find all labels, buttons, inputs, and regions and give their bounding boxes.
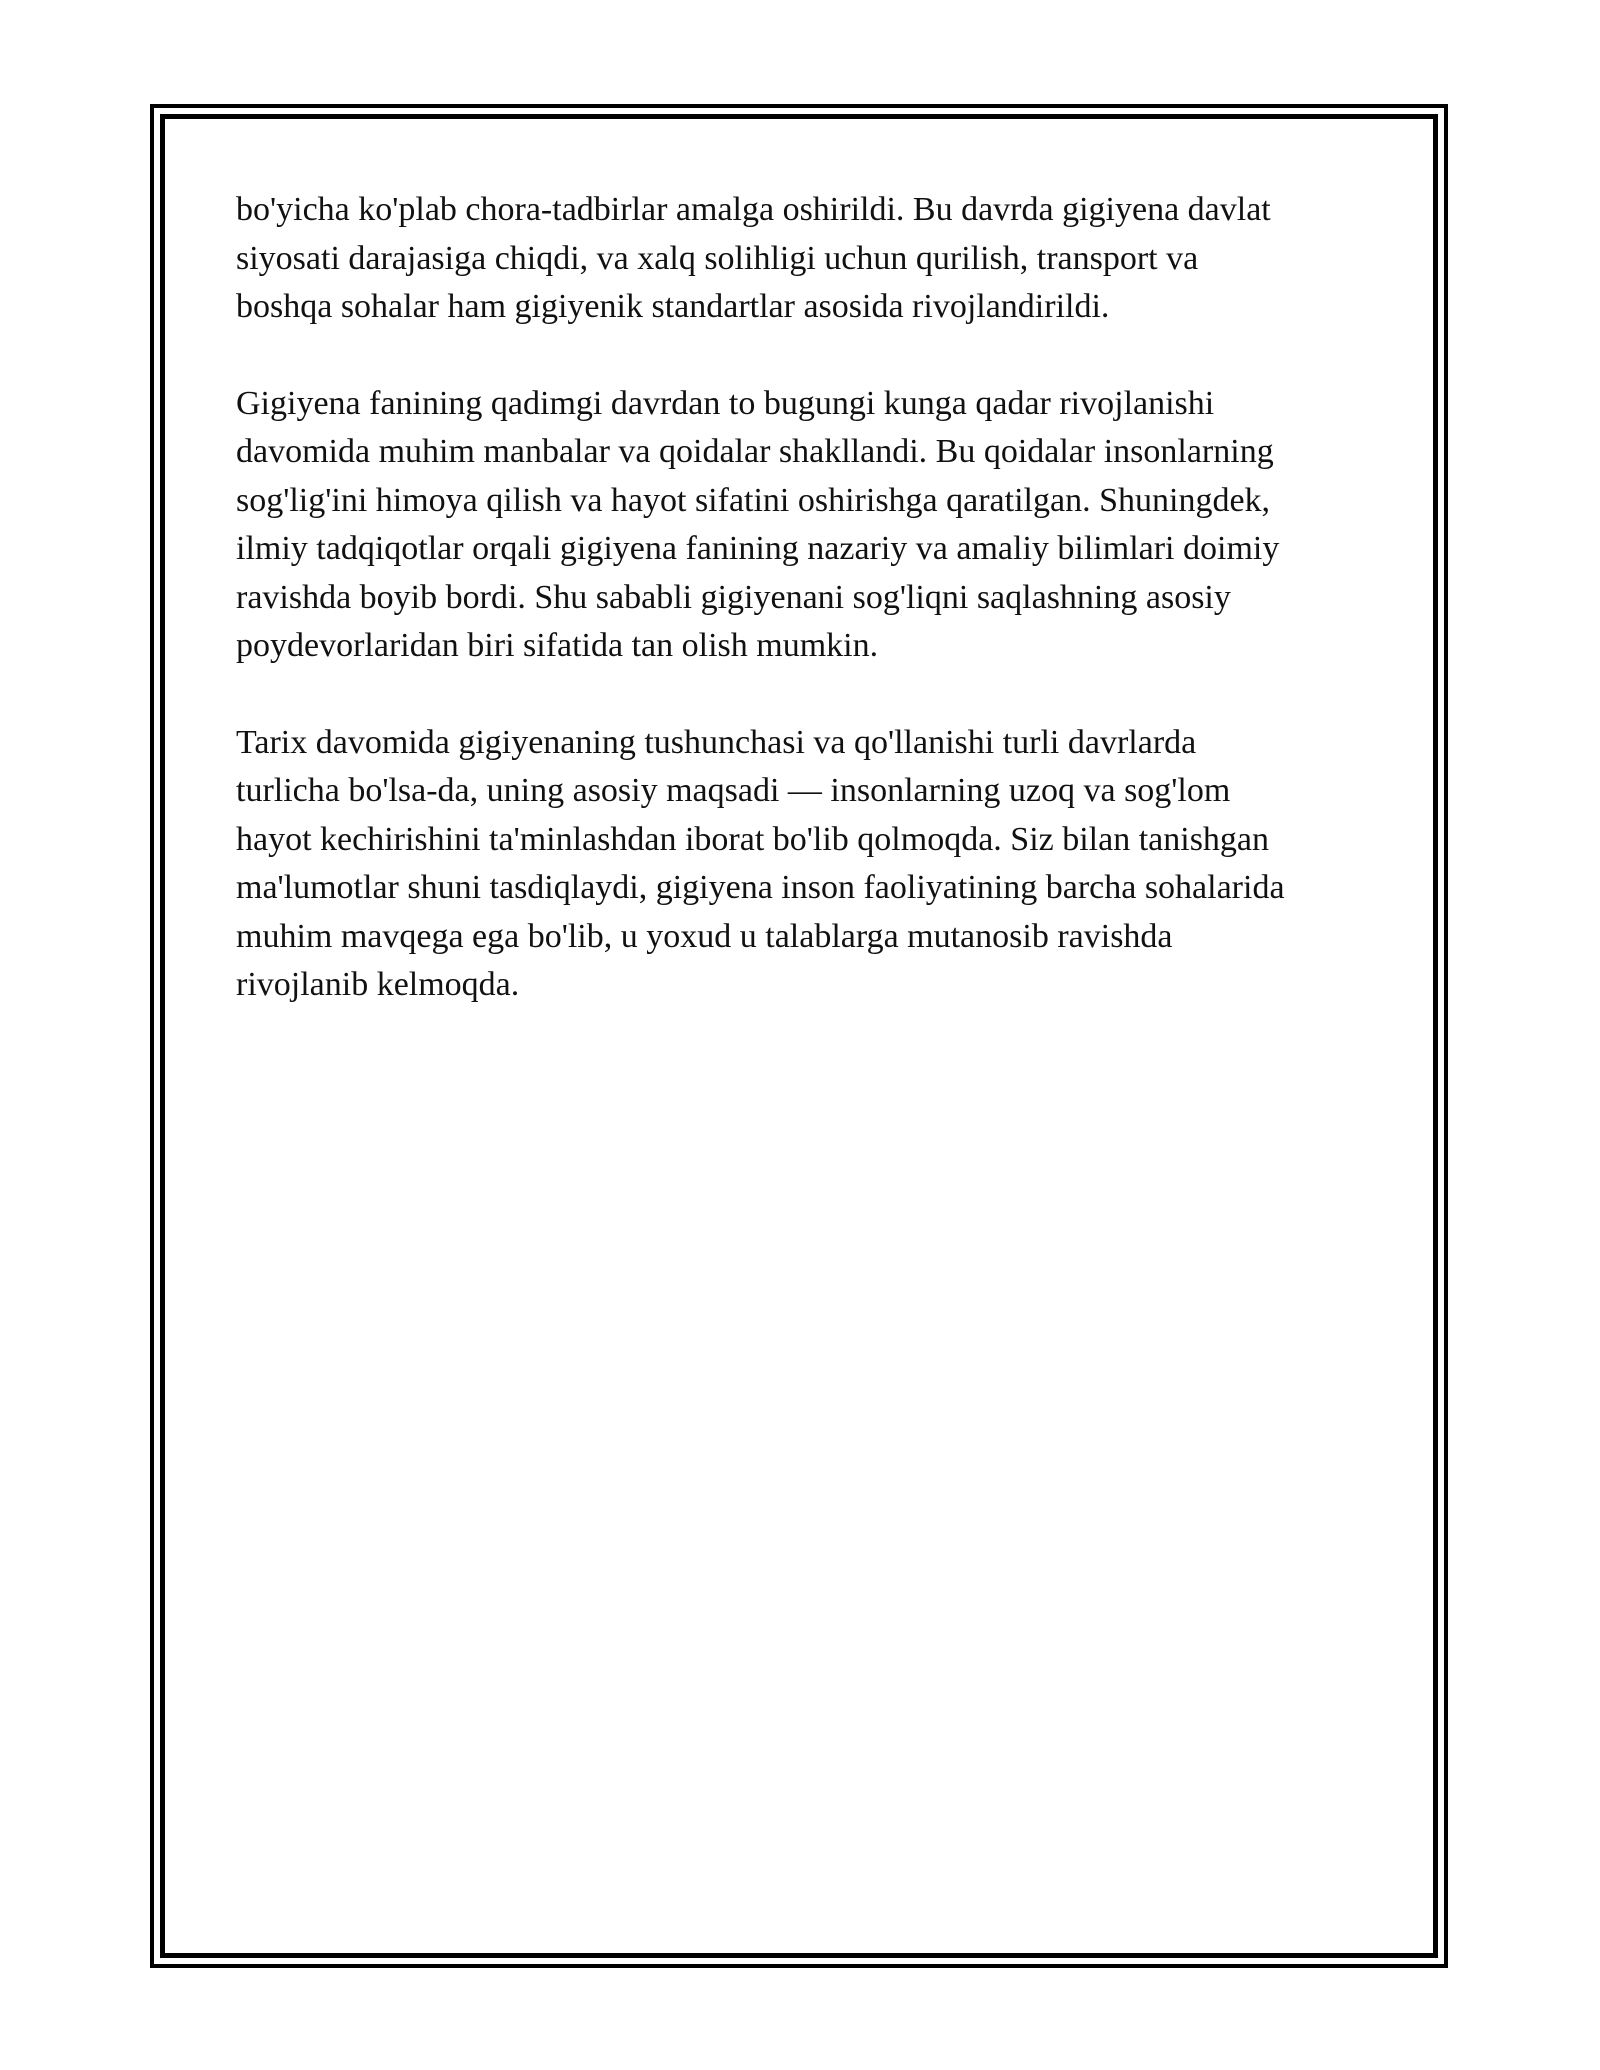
- text-line: ilmiy tadqiqotlar orqali gigiyena fanining nazariy va amaliy bilimlari doimiy: [236, 530, 1280, 567]
- paragraph-2: [236, 380, 1376, 671]
- text-line: Tarix davomida gigiyenaning tushunchasi va qo'llanishi turli davrlarda: [236, 723, 1197, 761]
- text-line: davomida muhim manbalar va qoidalar shakllandi. Bu qoidalar insonlarning: [236, 433, 1274, 470]
- text-line: poydevorlaridan biri sifatida tan olish mumkin.: [236, 627, 879, 664]
- text-line: rivojlanib kelmoqda.: [236, 966, 520, 1003]
- paragraph-1: [236, 186, 1376, 332]
- text-line: muhim mavqega ega bo'lib, u yoxud u talablarga mutanosib ravishda: [236, 917, 1173, 955]
- text-line: Gigiyena fanining qadimgi davrdan to bugungi kunga qadar rivojlanishi: [236, 384, 1215, 422]
- text-line: bo'yicha ko'plab chora-tadbirlar amalga oshirildi. Bu davrda gigiyena davlat: [236, 191, 1271, 228]
- text-line: boshqa sohalar ham gigiyenik standartlar asosida rivojlandirildi.: [236, 288, 1110, 325]
- text-line: ma'lumotlar shuni tasdiqlaydi, gigiyena inson faoliyatining barcha sohalarida: [236, 869, 1285, 906]
- text-line: turlicha bo'lsa-da, uning asosiy maqsadi — insonlarning uzoq va sog'lom: [236, 772, 1231, 809]
- document-body: [236, 186, 1376, 1058]
- text-line: siyosati darajasiga chiqdi, va xalq solihligi uchun qurilish, transport va: [236, 239, 1199, 277]
- text-line: ravishda boyib bordi. Shu sababli gigiyenani sog'liqni saqlashning asosiy: [236, 578, 1231, 616]
- text-line: sog'lig'ini himoya qilish va hayot sifatini oshirishga qaratilgan. Shuningdek,: [236, 481, 1271, 519]
- text-line: hayot kechirishini ta'minlashdan iborat bo'lib qolmoqda. Siz bilan tanishgan: [236, 820, 1270, 858]
- paragraph-3: [236, 719, 1376, 1010]
